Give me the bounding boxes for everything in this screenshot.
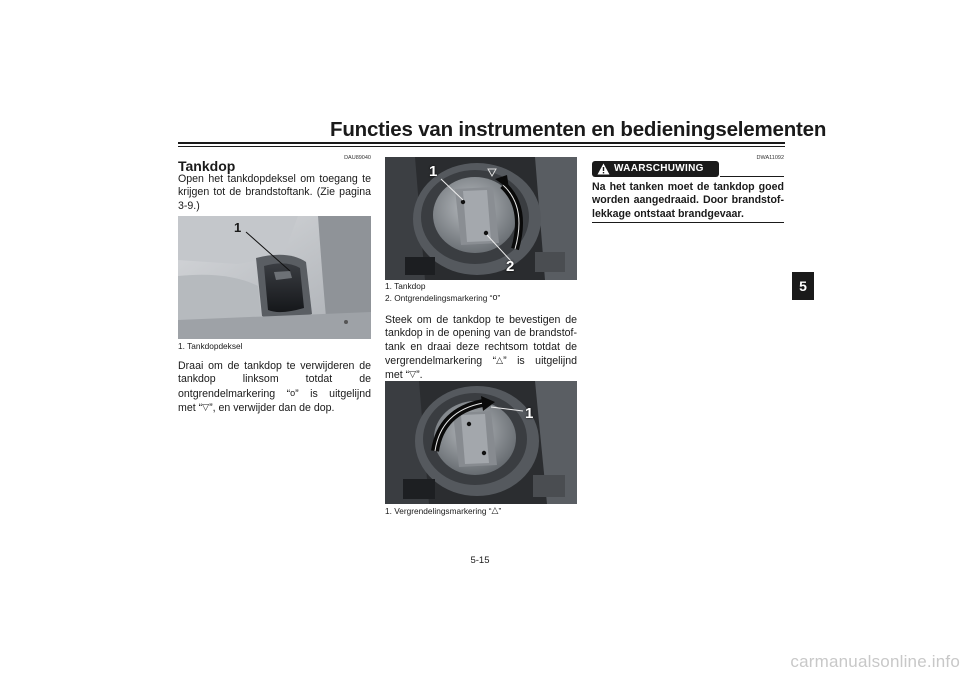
text-fragment: ” [497, 293, 501, 303]
warning-label: WAARSCHUWING [614, 163, 704, 174]
install-instructions [385, 314, 577, 382]
text-fragment: ” [498, 506, 502, 516]
down-triangle-icon: ▽ [409, 369, 417, 380]
header-rule [178, 142, 785, 144]
text-fragment: 1. Vergrendelingsmarkering “ [385, 506, 492, 516]
text-line [385, 354, 577, 368]
fuel-cap-unlock-photo [385, 157, 577, 280]
up-triangle-icon: △ [496, 354, 504, 365]
text-line: Draai om de tankdop te verwijderen de [178, 360, 371, 372]
section-title: Tankdop [178, 158, 236, 174]
figure-callout: 1 [525, 405, 534, 422]
page-number: 5-15 [470, 555, 490, 566]
text-line: tankdop linksom totdat de [178, 373, 371, 386]
text-line: tank en draai deze rechtsom totdat de [385, 340, 577, 353]
header-rule-thin [178, 146, 785, 147]
text-fragment: vergrendelmarkering “ [385, 354, 497, 367]
warning-badge [592, 161, 719, 177]
unlock-mark-icon: o [492, 292, 498, 302]
text-line [178, 402, 335, 414]
figure-caption [385, 505, 501, 517]
figure-caption: 1. Tankdopdeksel [178, 341, 243, 351]
fuel-cap-lid-photo [178, 216, 371, 339]
caption-line [385, 292, 500, 304]
text-fragment: ”, en verwijder dan de dop. [209, 401, 335, 414]
down-triangle-icon: ▽ [202, 401, 210, 412]
section-code: DWA11092 [756, 155, 784, 161]
page-header-title: Functies van instrumenten en bedieningselementen [330, 118, 827, 141]
text-fragment: met “ [178, 401, 203, 414]
text-line: Steek om de tankdop te bevestigen de [385, 314, 577, 326]
figure-callout: 1 [429, 163, 438, 180]
up-triangle-icon: △ [491, 505, 499, 515]
caption-line: 1. Tankdop [385, 281, 426, 291]
figure-callout: 2 [506, 258, 515, 275]
text-fragment: ” is uitgelijnd [503, 354, 577, 367]
text-fragment: ontgrendelmarkering “ [178, 387, 291, 400]
section-code: DAU89040 [344, 155, 371, 161]
text-line: tankdop in de opening van de brandstof- [385, 327, 577, 340]
text-fragment: met “ [385, 369, 410, 382]
text-fragment: 2. Ontgrendelingsmarkering “ [385, 293, 493, 303]
watermark[interactable]: carmanualsonline.info [790, 652, 960, 671]
text-fragment: ”. [416, 369, 423, 382]
figure-callout: 1 [234, 220, 242, 235]
text-line [178, 387, 371, 401]
warning-triangle-icon [597, 163, 610, 175]
intro-paragraph: Open het tankdopdeksel om toegang te krijgen tot de brandstoftank. (Zie pagina 3-9.) [178, 173, 371, 212]
unlock-mark-icon: o [290, 387, 296, 398]
warning-text: Na het tanken moet de tankdop goed worden aangedraaid. Door brandstof-lekkage ontstaat brandgevaar. [592, 181, 784, 220]
text-line [385, 369, 423, 381]
fuel-cap-lock-photo [385, 381, 577, 504]
warning-rule [720, 176, 784, 177]
chapter-tab[interactable]: 5 [792, 272, 814, 300]
figure-caption [385, 281, 500, 304]
remove-instructions [178, 360, 371, 415]
text-fragment: ” is uitgelijnd [295, 387, 371, 400]
warning-bottom-rule [592, 222, 784, 223]
